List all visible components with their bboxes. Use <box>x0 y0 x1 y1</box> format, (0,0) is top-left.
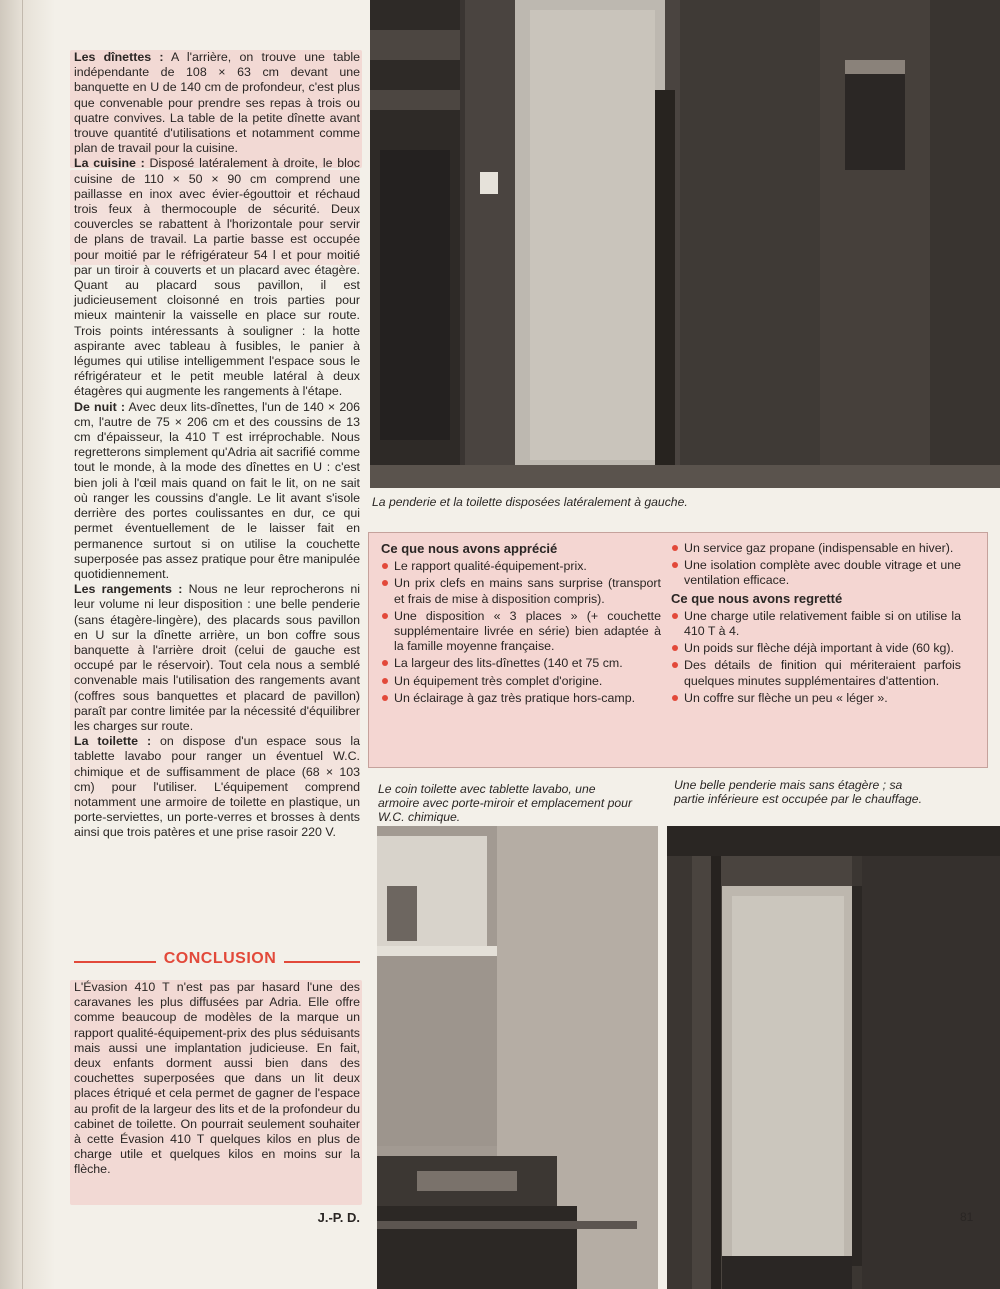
conclusion-rule-right <box>284 961 360 963</box>
bullet-dot-icon <box>672 613 678 619</box>
liked-heading: Ce que nous avons apprécié <box>381 541 558 556</box>
photo-wardrobe <box>667 826 1000 1289</box>
conclusion-heading: CONCLUSION <box>163 950 277 967</box>
paragraph-rangements: Les rangements : Nous ne leur reprocherons ni leur volume ni leur disposition : une belle penderie (sans étagère-lingère), des placards sous pavillon en U sur la dînette arrière, un bon coffre sous banquette à l'arrière droit (celui de gauche est occupé par le réservoir). Tout cela nous a semblé convenable mais l'utilisation des rangements avant (coffres sous banquettes et placard de pavillon) paraît par contre limitée par la nécessité d'équilibrer les charges sur route. <box>74 582 360 733</box>
page-spine <box>0 0 55 1289</box>
photo-wardrobe-image <box>667 826 1000 1289</box>
caption-top-photo: La penderie et la toilette disposées latéralement à gauche. <box>372 495 688 509</box>
list-item: Un poids sur flèche déjà important à vide (60 kg). <box>671 641 961 656</box>
caption-bottom-right-photo: Une belle penderie mais sans étagère ; sa partie inférieure est occupée par le chauffage. <box>674 778 922 806</box>
bullet-dot-icon <box>382 678 388 684</box>
conclusion-rule-left <box>74 961 156 963</box>
bullet-dot-icon <box>382 613 388 619</box>
author-signature: J.-P. D. <box>317 1210 360 1225</box>
spine-fold-line <box>22 0 23 1289</box>
list-item: Un équipement très complet d'origine. <box>381 674 661 689</box>
list-item: Une isolation complète avec double vitrage et une ventilation efficace. <box>671 558 961 588</box>
liked-list-continued <box>671 541 961 589</box>
paragraph-toilette: La toilette : on dispose d'un espace sous la tablette lavabo pour ranger un éventuel W.C. chimique et de suffisamment de place (68 × 103 cm) pour l'utiliser. L'équipement comprend notamment une armoire de toilette en plastique, un porte-serviettes, un porte-verres et brosses à dents ainsi que trois patères et une prise rasoir 220 V. <box>74 734 360 840</box>
list-item: La largeur des lits-dînettes (140 et 75 cm. <box>381 656 661 671</box>
list-item: Une disposition « 3 places » (+ couchette supplémentaire livrée en série) bien adaptée à la famille moyenne française. <box>381 609 661 655</box>
photo-wardrobe-toilet-image <box>370 0 1000 488</box>
bullet-dot-icon <box>672 695 678 701</box>
paragraph-cuisine: La cuisine : Disposé latéralement à droite, le bloc cuisine de 110 × 50 × 90 cm comprend une paillasse en inox avec évier-égouttoir et réchaud trois feux à thermocouple de sécurité. Deux couvercles se rabattent à l'horizontale pour servir de plans de travail. La partie basse est occupée pour moitié par le réfrigérateur 54 l et pour moitié par un tiroir à couverts et un placard avec étagère. Quant au placard sous pavillon, il est judicieusement cloisonné en trois parties pour mieux maintenir la vaisselle en place sur route. Trois points intéressants à souligner : la hotte aspirante avec tableau à fusibles, le panier à légumes qui utilise intelligemment l'espace sous le réfrigérateur et le petit meuble latéral à deux étagères qui augmente les rangements à l'étape. <box>74 156 360 399</box>
list-item: Des détails de finition qui mériteraient parfois quelques minutes supplémentaires d'attention. <box>671 658 961 688</box>
paragraph-nuit: De nuit : Avec deux lits-dînettes, l'un de 140 × 206 cm, l'autre de 75 × 206 cm et des coussins de 13 cm d'épaisseur, la 410 T est irréprochable. Nous regretterons simplement qu'Adria ait sacrifié comme tout le monde, à la mode des dînettes en U : c'est bien joli à l'œil mais quand on fait le lit, on ne sait où ranger les coussins d'angle. Le lit avant s'isole derrière des portes coulissantes en dur, ce qui permet éventuellement de le laisser fait en permanence surtout si on utilise la couchette superposée pas assez pratique pour être manipulée quotidiennement. <box>74 399 360 581</box>
verdict-col-right <box>671 541 961 708</box>
bullet-dot-icon <box>382 563 388 569</box>
article-body-left <box>74 50 360 841</box>
list-item: Un service gaz propane (indispensable en hiver). <box>671 541 961 556</box>
page-number: 81 <box>960 1210 974 1224</box>
verdict-box <box>368 532 988 768</box>
photo-toilet-corner-image <box>377 826 658 1289</box>
photo-wardrobe-toilet <box>370 0 1000 488</box>
regret-heading: Ce que nous avons regretté <box>671 590 843 606</box>
bullet-dot-icon <box>672 562 678 568</box>
list-item: Un coffre sur flèche un peu « léger ». <box>671 691 961 706</box>
list-item: Un prix clefs en mains sans surprise (transport et frais de mise à disposition compris). <box>381 576 661 606</box>
list-item: Un éclairage à gaz très pratique hors-camp. <box>381 691 661 706</box>
bullet-dot-icon <box>672 662 678 668</box>
list-item: Une charge utile relativement faible si on utilise la 410 T à 4. <box>671 609 961 639</box>
photo-toilet-corner <box>377 826 658 1289</box>
liked-list <box>381 559 661 706</box>
bullet-dot-icon <box>382 580 388 586</box>
caption-bottom-left-photo: Le coin toilette avec tablette lavabo, une armoire avec porte-miroir et emplacement pour W.C. chimique. <box>378 782 633 824</box>
list-item: Le rapport qualité-équipement-prix. <box>381 559 661 574</box>
conclusion-text: L'Évasion 410 T n'est pas par hasard l'une des caravanes les plus diffusées par Adria. Elle offre comme beaucoup de modèles de la marque un rapport qualité-équipement-prix des plus séduisants mais aussi une implantation judicieuse. En fait, deux enfants dorment aussi bien dans des couchettes superposées que dans un lit deux places étriqué et cela permet de gagner de l'espace au profit de la largeur des lits et de la profondeur du cabinet de toilette. On pourrait seulement souhaiter à cette Évasion 410 T quelques kilos en plus de charge utile et quelques kilos en moins sur la flèche. <box>74 980 360 1177</box>
bullet-dot-icon <box>672 545 678 551</box>
bullet-dot-icon <box>382 660 388 666</box>
bullet-dot-icon <box>672 645 678 651</box>
paragraph-dinettes: Les dînettes : A l'arrière, on trouve une table indépendante de 108 × 63 cm devant une banquette en U de 140 cm de profondeur, c'est plus que convenable pour prendre ses repas à trois ou quatre convives. La table de la petite dînette avant trouve quantité d'utilisations et notamment comme plan de travail pour la cuisine. <box>74 50 360 156</box>
regret-list <box>671 609 961 706</box>
verdict-col-left <box>381 541 661 708</box>
bullet-dot-icon <box>382 695 388 701</box>
